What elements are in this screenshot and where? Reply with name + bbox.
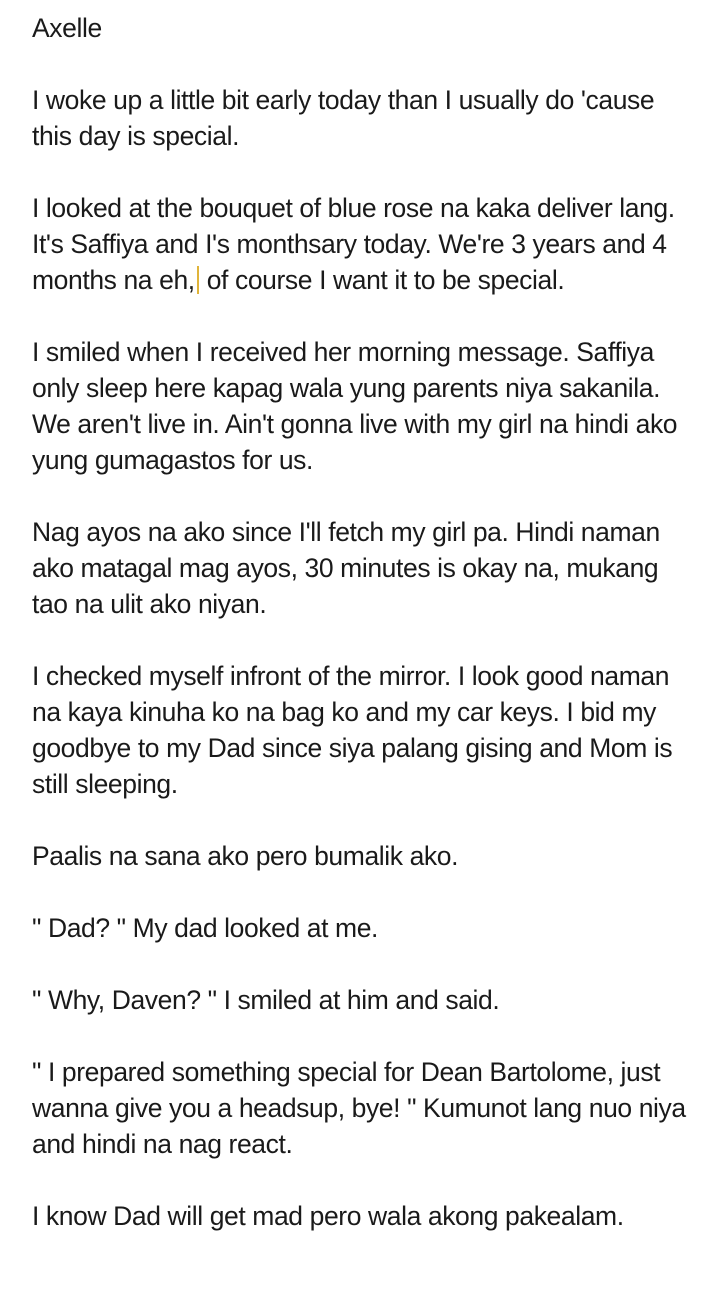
paragraph: Nag ayos na ako since I'll fetch my girl pa. Hindi naman ako matagal mag ayos, 30 minutes is okay na, mukang tao na ulit ako niyan. <box>32 517 660 619</box>
paragraph: I smiled when I received her morning message. Saffiya only sleep here kapag wala yung parents niya sakanila. We aren't live in. Ain't gonna live with my girl na hindi ako yung gumagastos for us. <box>32 337 678 475</box>
document-title: Axelle <box>32 13 102 43</box>
paragraph-with-cursor[interactable] <box>32 190 692 298</box>
paragraph-text-after-cursor: of course I want it to be special. <box>199 265 565 295</box>
paragraph-text-before-cursor: I looked at the bouquet of blue rose na kaka deliver lang. It's Saffiya and I's monthsary today. We're 3 years and 4 months na eh, <box>32 193 675 295</box>
document-body <box>32 10 692 1270</box>
paragraph: I checked myself infront of the mirror. I look good naman na kaya kinuha ko na bag ko and my car keys. I bid my goodbye to my Dad since siya palang gising and Mom is still sleeping. <box>32 661 673 799</box>
paragraph: " I prepared something special for Dean Bartolome, just wanna give you a headsup, bye! " Kumunot lang nuo niya and hindi na nag react. <box>32 1057 686 1159</box>
paragraph: Paalis na sana ako pero bumalik ako. <box>32 841 459 871</box>
paragraph: I know Dad will get mad pero wala akong pakealam. <box>32 1201 624 1231</box>
paragraph: " Dad? " My dad looked at me. <box>32 913 379 943</box>
paragraph: " Why, Daven? " I smiled at him and said. <box>32 985 500 1015</box>
paragraph: I woke up a little bit early today than I usually do 'cause this day is special. <box>32 85 655 151</box>
text-cursor <box>197 266 199 294</box>
